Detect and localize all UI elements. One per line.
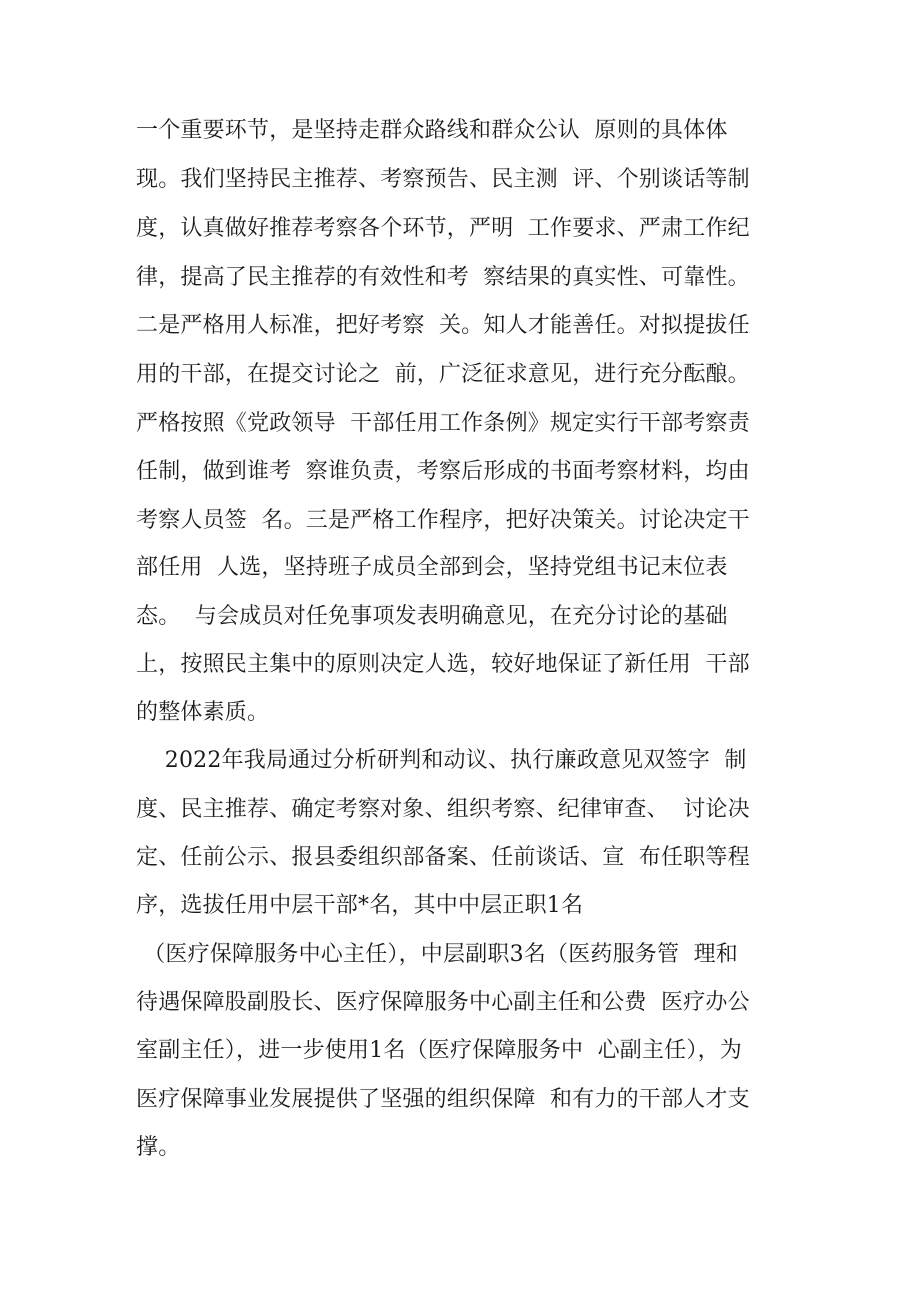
text-line: 的整体素质。: [136, 700, 270, 725]
text-line: 上，按照民主集中的原则决定人选，较好地保证了新任用 干部: [136, 652, 750, 677]
text-line: 定、任前公示、报县委组织部备案、任前谈话、宣 布任职等程: [136, 845, 750, 870]
text-line: 待遇保障股副股长、医疗保障服务中心副主任和公费 医疗办公: [136, 990, 750, 1015]
text-line: 撑。: [136, 1135, 181, 1160]
text-line: 现。我们坚持民主推荐、考察预告、民主测 评、个别谈话等制: [136, 167, 750, 192]
text-line: 律，提高了民主推荐的有效性和考 察结果的真实性、可靠性。: [136, 265, 750, 290]
text-line: 医疗保障事业发展提供了坚强的组织保障 和有力的干部人才支: [136, 1087, 750, 1112]
text-line: 一个重要环节，是坚持走群众路线和群众公认 原则的具体体: [136, 118, 728, 143]
text-line: 2022年我局通过分析研判和动议、执行廉政意见双签字 制: [136, 748, 747, 773]
text-line: （医疗保障服务中心主任），中层副职3名（医药服务管 理和: [136, 942, 738, 967]
text-line: 二是严格用人标准，把好考察 关。知人才能善任。对拟提拔任: [136, 313, 750, 338]
text-line: 序，选拔任用中层干部*名，其中中层正职1名: [136, 893, 584, 918]
text-line: 度、民主推荐、确定考察对象、组织考察、纪律审查、 讨论决: [136, 797, 750, 822]
text-line: 严格按照《党政领导 干部任用工作条例》规定实行干部考察责: [136, 411, 750, 436]
text-line: 度，认真做好推荐考察各个环节，严明 工作要求、严肃工作纪: [136, 216, 750, 241]
text-line: 部任用 人选，坚持班子成员全部到会，坚持党组书记末位表: [136, 555, 728, 580]
text-line: 用的干部，在提交讨论之 前，广泛征求意见，进行充分酝酿。: [136, 362, 750, 387]
text-line: 态。 与会成员对任免事项发表明确意见，在充分讨论的基础: [136, 604, 728, 629]
text-line: 任制，做到谁考 察谁负责，考察后形成的书面考察材料，均由: [136, 459, 750, 484]
text-line: 室副主任），进一步使用1名（医疗保障服务中 心副主任），为: [136, 1038, 742, 1063]
text-line: 考察人员签 名。三是严格工作程序，把好决策关。讨论决定干: [136, 508, 750, 533]
